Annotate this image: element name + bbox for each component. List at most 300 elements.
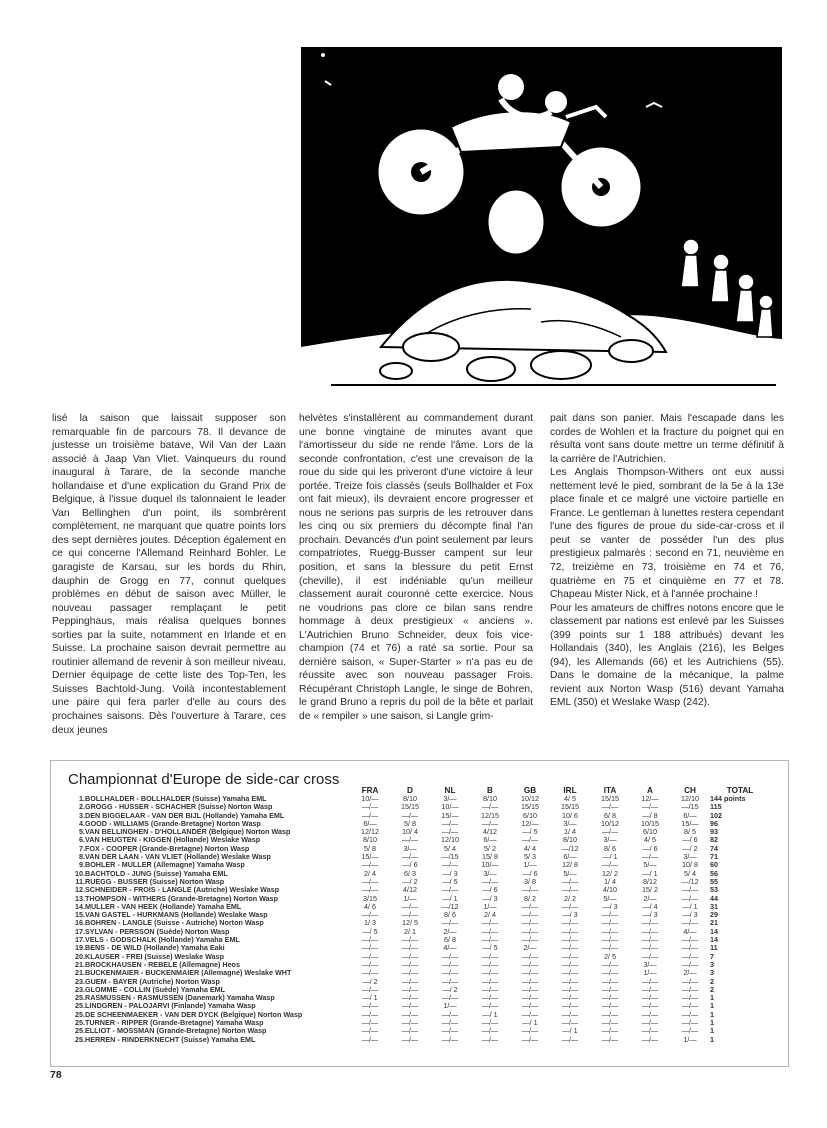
article-column-2	[299, 412, 533, 724]
score-cell: —/—	[601, 1034, 619, 1044]
score-cell: —/ 2	[362, 976, 378, 986]
score-cell: —/—	[401, 1001, 419, 1011]
score-cell: 1/ 4	[564, 827, 576, 837]
score-cell: —/ 3	[642, 910, 658, 920]
crew-name-cell: BOHLER - MULLER (Allemagne) Yamaha Wasp	[85, 860, 245, 870]
crew-name-cell: BENS - DE WILD (Hollande) Yamaha Eaki	[85, 943, 225, 953]
score-cell: —/—	[561, 1018, 579, 1028]
score-cell: —/—	[681, 1018, 699, 1028]
score-cell: 4/10	[603, 885, 617, 895]
score-cell: 15/ 2	[642, 885, 658, 895]
header-gb: GB	[523, 786, 537, 795]
score-cell: —/—	[441, 959, 459, 969]
rank-cell: 8.	[79, 852, 85, 862]
rank-cell: 16.	[75, 918, 85, 928]
crew-name-cell: VELS - GODSCHALK (Hollande) Yamaha EML	[85, 935, 240, 945]
score-cell: —/—	[441, 1009, 459, 1019]
score-cell: —/ 1	[562, 1026, 578, 1036]
score-cell: —/—	[561, 976, 579, 986]
rank-cell: 21.	[75, 959, 85, 969]
score-cell: —/—	[601, 976, 619, 986]
score-cell: —/—	[521, 918, 539, 928]
total-cell: 1	[710, 1026, 714, 1036]
score-cell: —/—	[641, 802, 659, 812]
score-cell: —/—	[361, 1009, 379, 1019]
rank-cell: 21.	[75, 968, 85, 978]
score-cell: —/—	[601, 935, 619, 945]
score-cell: —/—	[441, 968, 459, 978]
championship-table	[65, 781, 770, 1044]
rank-cell: 25.	[75, 1001, 85, 1011]
header-d: D	[407, 786, 413, 795]
score-cell: —/ 6	[682, 835, 698, 845]
score-cell: —/—	[481, 1026, 499, 1036]
total-cell: 14	[710, 926, 718, 936]
score-cell: —/—	[561, 918, 579, 928]
score-cell: 10/12	[521, 794, 539, 803]
score-cell: —/—	[481, 959, 499, 969]
score-cell: 8/12	[643, 876, 657, 886]
score-cell: 4/ 6	[364, 901, 376, 911]
score-cell: 3/—	[403, 843, 417, 853]
score-cell: 15/15	[601, 794, 619, 803]
score-cell: 6/10	[643, 827, 657, 837]
rank-cell: 19.	[75, 943, 85, 953]
score-cell: —/—	[481, 993, 499, 1003]
total-cell: 115	[710, 802, 722, 812]
score-cell: —/—	[681, 1009, 699, 1019]
championship-table-box	[50, 760, 789, 1067]
score-cell: —/—	[401, 951, 419, 961]
score-cell: —/—	[601, 1009, 619, 1019]
score-cell: —/—	[481, 918, 499, 928]
total-cell: 1	[710, 1018, 714, 1028]
rank-cell: 12.	[75, 885, 85, 895]
score-cell: —/—	[521, 1026, 539, 1036]
score-cell: 15/ 8	[482, 852, 498, 862]
score-cell: —/ 1	[682, 901, 698, 911]
score-cell: 8/10	[483, 794, 497, 803]
score-cell: 1/—	[643, 968, 657, 978]
header-b: B	[487, 786, 493, 795]
score-cell: 10/ 6	[562, 810, 578, 820]
score-cell: 2/ 4	[364, 868, 376, 878]
score-cell: 15/15	[401, 802, 419, 812]
score-cell: —/ 3	[482, 893, 498, 903]
score-cell: 5/ 4	[684, 868, 696, 878]
rank-cell: 3.	[79, 810, 85, 820]
crew-name-cell: RASMUSSEN - RASMUSSEN (Danemark) Yamaha Wasp	[85, 993, 275, 1003]
score-cell: —/—	[401, 968, 419, 978]
rank-cell: 25.	[75, 1009, 85, 1019]
score-cell: —/—	[681, 984, 699, 994]
score-cell: —/—	[601, 910, 619, 920]
score-cell: —/12	[441, 901, 459, 911]
total-cell: 53	[710, 885, 718, 895]
score-cell: —/—	[361, 885, 379, 895]
score-cell: —/—	[361, 959, 379, 969]
score-cell: —/—	[401, 901, 419, 911]
score-cell: —/—	[361, 810, 379, 820]
crew-name-cell: VAN BELLINGHEN - D'HOLLANDER (Belgique) Norton Wasp	[85, 827, 291, 837]
score-cell: —/ 6	[402, 860, 418, 870]
score-cell: —/ 6	[482, 885, 498, 895]
total-cell: 1	[710, 1034, 714, 1044]
score-cell: —/—	[401, 935, 419, 945]
crew-name-cell: DEN BIGGELAAR - VAN DER BIJL (Hollande) Yamaha EML	[85, 810, 285, 820]
score-cell: 8/ 6	[604, 843, 616, 853]
score-cell: —/—	[561, 926, 579, 936]
score-cell: —/—	[481, 1018, 499, 1028]
total-cell: 7	[710, 951, 714, 961]
crew-name-cell: FOX - COOPER (Grande-Bretagne) Norton Wasp	[85, 843, 250, 853]
score-cell: —/—	[601, 984, 619, 994]
score-cell: 12/—	[521, 818, 539, 828]
score-cell: —/ 5	[522, 827, 538, 837]
score-cell: —/—	[441, 1026, 459, 1036]
crew-name-cell: BROCKHAUSEN - REBELE (Allemagne) Heos	[85, 959, 240, 969]
score-cell: 4/12	[403, 885, 417, 895]
crew-name-cell: LINDGREN - PALOJARVI (Finlande) Yamaha Wasp	[85, 1001, 256, 1011]
score-cell: —/—	[521, 835, 539, 845]
score-cell: 4/—	[683, 926, 697, 936]
crew-name-cell: VAN DER LAAN - VAN VLIET (Hollande) Weslake Wasp	[85, 852, 271, 862]
score-cell: —/—	[481, 926, 499, 936]
score-cell: —/ 2	[402, 876, 418, 886]
score-cell: —/—	[481, 968, 499, 978]
score-cell: —/12	[681, 876, 699, 886]
score-cell: 2/ 2	[564, 893, 576, 903]
score-cell: —/ 1	[482, 1009, 498, 1019]
score-cell: 4/—	[443, 943, 457, 953]
score-cell: —/ 2	[442, 984, 458, 994]
score-cell: —/—	[561, 876, 579, 886]
score-cell: —/—	[361, 876, 379, 886]
score-cell: 5/ 4	[444, 843, 456, 853]
score-cell: 12/ 2	[602, 868, 618, 878]
score-cell: 3/ 8	[524, 876, 536, 886]
score-cell: —/—	[441, 993, 459, 1003]
score-cell: 10/—	[361, 794, 379, 803]
score-cell: —/—	[521, 935, 539, 945]
score-cell: —/—	[601, 1018, 619, 1028]
score-cell: —/ 4	[642, 901, 658, 911]
score-cell: —/—	[601, 1001, 619, 1011]
score-cell: 12/10	[441, 835, 459, 845]
score-cell: —/—	[521, 901, 539, 911]
score-cell: —/—	[641, 951, 659, 961]
total-cell: 60	[710, 860, 718, 870]
header-spacer	[65, 781, 85, 795]
score-cell: 3/—	[603, 835, 617, 845]
total-cell: 3	[710, 959, 714, 969]
score-cell: —/—	[521, 926, 539, 936]
score-cell: —/—	[601, 959, 619, 969]
crew-name-cell: VAN HEUGTEN - KIGGEN (Hollande) Weslake Wasp	[85, 835, 261, 845]
score-cell: —/—	[521, 951, 539, 961]
score-cell: —/—	[401, 852, 419, 862]
score-cell: —/—	[401, 1009, 419, 1019]
sidecar-cartoon-illustration	[301, 47, 782, 396]
crew-name-cell: BOLLHALDER - BOLLHALDER (Suisse) Yamaha EML	[85, 794, 267, 803]
score-cell: —/ 3	[562, 910, 578, 920]
score-cell: —/—	[641, 943, 659, 953]
score-cell: —/—	[481, 951, 499, 961]
crew-name-cell: GLOMME - COLLIN (Suède) Yamaha EML	[85, 984, 226, 994]
score-cell: —/ 1	[362, 993, 378, 1003]
total-cell: 29	[710, 910, 718, 920]
score-cell: —/—	[641, 852, 659, 862]
score-cell: —/—	[401, 993, 419, 1003]
header-a: A	[647, 786, 653, 795]
score-cell: —/—	[561, 1009, 579, 1019]
score-cell: —/ 1	[642, 868, 658, 878]
score-cell: 2/ 4	[484, 910, 496, 920]
total-cell: 93	[710, 827, 718, 837]
crew-name-cell: VAN GASTEL - HURKMANS (Hollande) Weslake Wasp	[85, 910, 268, 920]
score-cell: 6/—	[363, 818, 377, 828]
score-cell: —/—	[681, 893, 699, 903]
score-cell: 3/—	[683, 852, 697, 862]
rank-cell: 14.	[75, 901, 85, 911]
rank-cell: 2.	[79, 802, 85, 812]
score-cell: 1/—	[523, 860, 537, 870]
crew-name-cell: GUEM - BAYER (Autriche) Norton Wasp	[85, 976, 220, 986]
score-cell: —/ 5	[482, 943, 498, 953]
rank-cell: 6.	[79, 835, 85, 845]
score-cell: —/—	[601, 1026, 619, 1036]
score-cell: —/—	[641, 935, 659, 945]
score-cell: —/—	[641, 1026, 659, 1036]
score-cell: —/—	[681, 885, 699, 895]
header-spacer	[85, 781, 350, 795]
total-cell: 144 points	[710, 794, 746, 803]
paragraph: lisé la saison que laissait supposer son remarquable fin de parcours 78. Il devance de justesse un troisième batave, Wil Van der Laan associé à Jaap Van Vliet. Vainqueurs du round inaugural à Tarare, de la seconde manche hollandaise et d'une explication du Grand Prix de Belgique, à l'issue duquel ils talonnaient le leader Van Bellinghen d'un point, ils sombrèrent complètement, ne marquant que quatre points lors des sept dernières joutes. Déception également en ce qui concerne l'Allemand Reinhard Bohler. Le garagiste de Karsau, sur les bords du Rhin, dauphin de Grogg en 77, connut quelques problèmes en début de saison avec Müller, le nouveau passager remplaçant le petit Peppinghaus, mais réalisa quelques bonnes sorties par la suite, notamment en Irlande et en Suisse. La prochaine saison devrait permettre au routinier allemand de revenir à son meilleur niveau. Dernier équipage de cette liste des Top-Ten, les Suisses Bachtold-Jung. Voilà incontestablement une paire qui fera parler d'elle au cours des prochaines saisons. Dès l'ouverture à Tarare, ces deux jeunes	[52, 413, 286, 736]
score-cell: —/—	[521, 959, 539, 969]
score-cell: —/12	[561, 843, 579, 853]
crew-name-cell: MULLER - VAN HEEK (Hollande) Yamaha EML	[85, 901, 242, 911]
score-cell: —/—	[361, 802, 379, 812]
score-cell: —/—	[601, 802, 619, 812]
score-cell: 4/ 5	[564, 794, 576, 803]
crew-name-cell: HERREN - RINDERKNECHT (Suisse) Yamaha EML	[85, 1034, 256, 1044]
crew-name-cell: SYLVAN - PERSSON (Suède) Norton Wasp	[85, 926, 230, 936]
score-cell: —/—	[561, 943, 579, 953]
score-cell: 3/15	[363, 893, 377, 903]
score-cell: —/—	[481, 1034, 499, 1044]
rank-cell: 5.	[79, 827, 85, 837]
score-cell: —/—	[641, 918, 659, 928]
score-cell: 15/15	[561, 802, 579, 812]
rank-cell: 7.	[79, 843, 85, 853]
score-cell: 1/—	[683, 1034, 697, 1044]
score-cell: 2/—	[443, 926, 457, 936]
total-cell: 82	[710, 835, 718, 845]
score-cell: —/—	[401, 943, 419, 953]
score-cell: 5/—	[603, 893, 617, 903]
score-cell: —/—	[361, 910, 379, 920]
score-cell: —/—	[521, 1001, 539, 1011]
score-cell: —/—	[361, 935, 379, 945]
rank-cell: 10.	[75, 868, 85, 878]
score-cell: —/—	[401, 976, 419, 986]
score-cell: —/—	[601, 860, 619, 870]
score-cell: —/ 5	[362, 926, 378, 936]
table-header-row	[65, 781, 770, 795]
rank-cell: 25.	[75, 993, 85, 1003]
crew-name-cell: BACHTOLD - JUNG (Suisse) Yamaha EML	[85, 868, 228, 878]
score-cell: —/ 5	[442, 876, 458, 886]
rank-cell: 9.	[79, 860, 85, 870]
score-cell: 8/ 6	[444, 910, 456, 920]
score-cell: 12/—	[641, 794, 659, 803]
score-cell: —/—	[681, 1001, 699, 1011]
score-cell: —/—	[641, 926, 659, 936]
total-cell: 55	[710, 876, 718, 886]
score-cell: 8/ 5	[684, 827, 696, 837]
crew-name-cell: GOOD - WILLIAMS (Grande-Bretagne) Norton Wasp	[85, 818, 261, 828]
score-cell: 6/ 8	[604, 810, 616, 820]
score-cell: —/—	[561, 1001, 579, 1011]
score-cell: —/—	[401, 1026, 419, 1036]
score-cell: 12/12	[361, 827, 379, 837]
total-cell: 1	[710, 1001, 714, 1011]
score-cell: 5/ 8	[364, 843, 376, 853]
score-cell: 5/—	[563, 868, 577, 878]
score-cell: —/—	[561, 1034, 579, 1044]
score-cell: —/—	[641, 976, 659, 986]
score-cell: 5/ 8	[404, 818, 416, 828]
score-cell: 15/—	[681, 818, 699, 828]
score-cell: —/—	[361, 984, 379, 994]
total-cell: 2	[710, 984, 714, 994]
score-cell: —/—	[601, 827, 619, 837]
score-cell: 6/ 3	[404, 868, 416, 878]
crew-name-cell: GROGG - HUSSER - SCHACHER (Suisse) Norton Wasp	[85, 802, 273, 812]
score-cell: —/ 1	[602, 852, 618, 862]
header-nl: NL	[444, 786, 456, 795]
score-cell: —/—	[641, 1009, 659, 1019]
score-cell: 12/ 5	[402, 918, 418, 928]
score-cell: —/—	[401, 1018, 419, 1028]
score-cell: —/—	[681, 943, 699, 953]
score-cell: —/—	[361, 1034, 379, 1044]
score-cell: —/—	[441, 1034, 459, 1044]
score-cell: —/—	[601, 926, 619, 936]
score-cell: —/—	[401, 959, 419, 969]
score-cell: —/—	[681, 976, 699, 986]
paragraph: pait dans son panier. Mais l'escapade dans les cordes de Wohlen et la fracture du poignet qui en résulta vont sans doute mettre un terme définitif à la carrière de l'Autrichien.	[550, 413, 784, 465]
score-cell: —/—	[561, 901, 579, 911]
score-cell: —/—	[441, 860, 459, 870]
score-cell: —/—	[681, 918, 699, 928]
total-cell: 56	[710, 868, 718, 878]
score-cell: 2/ 5	[604, 951, 616, 961]
score-cell: —/—	[601, 993, 619, 1003]
score-cell: —/ 6	[642, 843, 658, 853]
score-cell: —/—	[561, 993, 579, 1003]
rank-cell: 20.	[75, 951, 85, 961]
table-row	[65, 1036, 770, 1044]
score-cell: —/—	[521, 968, 539, 978]
rank-cell: 25.	[75, 1034, 85, 1044]
score-cell: —/—	[561, 935, 579, 945]
score-cell: 4/12	[483, 827, 497, 837]
score-cell: 8/ 2	[524, 893, 536, 903]
score-cell: —/—	[561, 951, 579, 961]
score-cell: —/—	[641, 993, 659, 1003]
score-cell: —/—	[441, 885, 459, 895]
score-cell: —/—	[681, 993, 699, 1003]
score-cell: 10/—	[481, 860, 499, 870]
score-cell: 12/10	[681, 794, 699, 803]
score-cell: —/15	[681, 802, 699, 812]
score-cell: —/—	[441, 818, 459, 828]
score-cell: —/—	[641, 1018, 659, 1028]
score-cell: 6/10	[523, 810, 537, 820]
score-cell: —/—	[401, 810, 419, 820]
crew-name-cell: ELLIOT - MOSSMAN (Grande-Bretagne) Norton Wasp	[85, 1026, 267, 1036]
score-cell: —/—	[521, 885, 539, 895]
score-cell: 10/ 8	[682, 860, 698, 870]
score-cell: 8/10	[363, 835, 377, 845]
header-ch: CH	[684, 786, 696, 795]
total-cell: 71	[710, 852, 718, 862]
rank-cell: 17.	[75, 926, 85, 936]
score-cell: 15/15	[521, 802, 539, 812]
score-cell: —/—	[401, 984, 419, 994]
total-cell: 3	[710, 968, 714, 978]
score-cell: —/ 2	[682, 843, 698, 853]
crew-name-cell: RUEGG - BUSSER (Suisse) Norton Wasp	[85, 876, 225, 886]
score-cell: —/—	[361, 1018, 379, 1028]
total-cell: 1	[710, 993, 714, 1003]
score-cell: —/ 3	[442, 868, 458, 878]
paragraph: helvètes s'installèrent au commandement durant une bonne vingtaine de minutes avant que l'amortisseur du side ne rende l'âme. Lors de la seconde confrontation, c'est une crevaison de la roue du side qui les priveront d'une victoire à leur portée. Treize fois classés (seuls Bollhalder et Fox ont fait mieux), ils devraient encore progresser et nous ne serions pas surpris de les retrouver dans les cinq ou six premiers du décompte final l'an prochain. Devancés d'un point seulement par leurs compatriotes, Ruegg-Busser campent sur leur position, et sans la blessure du petit Ernst (cheville), il est indéniable qu'un meilleur classement aurait couronné cette exercice. Nous ne voudrions pas clore ce bilan sans rendre hommage à deux prestigieux « anciens ». L'Autrichien Bruno Schneider, deux fois vice-champion (74 et 76) a raté sa sortie. Pour sa dernière saison, « Super-Starter » n'a pas eu de réussite avec son nouveau passager Frois. Récupérant Christoph Langle, le singe de Bohren, le grand Bruno a repris du poil de la bête et parlait de « rempiler » une saison, si Langle grim-	[299, 413, 533, 723]
score-cell: 12/ 8	[562, 860, 578, 870]
total-cell: 31	[710, 901, 718, 911]
score-cell: 10/—	[441, 802, 459, 812]
score-cell: —/—	[481, 1001, 499, 1011]
crew-name-cell: TURNER - RIPPER (Grande-Bretagne) Yamaha Wasp	[85, 1018, 264, 1028]
table-title: Championnat d'Europe de side-car cross	[68, 771, 340, 788]
score-cell: —/—	[361, 1026, 379, 1036]
paragraph: Pour les amateurs de chiffres notons encore que le classement par nations est enlevé par les Suisses (399 points sur 1 188 attribués) devant les Hollandais (340), les Anglais (216), les Belges (94), les Allemands (66) et les Autrichiens (55). Dans le domaine de la mécanique, la palme revient aux Norton Wasp (516) devant Yamaha EML (350) et Weslake Wasp (242).	[550, 602, 784, 709]
score-cell: —/ 3	[682, 910, 698, 920]
score-cell: 6/—	[683, 810, 697, 820]
score-cell: 2/—	[643, 893, 657, 903]
rank-cell: 25.	[75, 1018, 85, 1028]
score-cell: 1/ 4	[604, 876, 616, 886]
article-column-1	[52, 412, 286, 737]
score-cell: 3/—	[443, 794, 457, 803]
score-cell: 10/15	[641, 818, 659, 828]
crew-name-cell: THOMPSON - WITHERS (Grande-Bretagne) Norton Wasp	[85, 893, 278, 903]
score-cell: —/—	[561, 959, 579, 969]
crew-name-cell: BOHREN - LANGLE (Suisse - Autriche) Norton Wasp	[85, 918, 264, 928]
score-cell: 6/ 8	[444, 935, 456, 945]
rank-cell: 4.	[79, 818, 85, 828]
header-total: TOTAL	[726, 786, 754, 795]
header-ita: ITA	[603, 786, 617, 795]
score-cell: 15/—	[361, 852, 379, 862]
score-cell: 1/—	[443, 1001, 457, 1011]
score-cell: —/—	[521, 993, 539, 1003]
score-cell: —/—	[561, 984, 579, 994]
score-cell: —/—	[361, 860, 379, 870]
rank-cell: 17.	[75, 935, 85, 945]
score-cell: —/—	[441, 827, 459, 837]
